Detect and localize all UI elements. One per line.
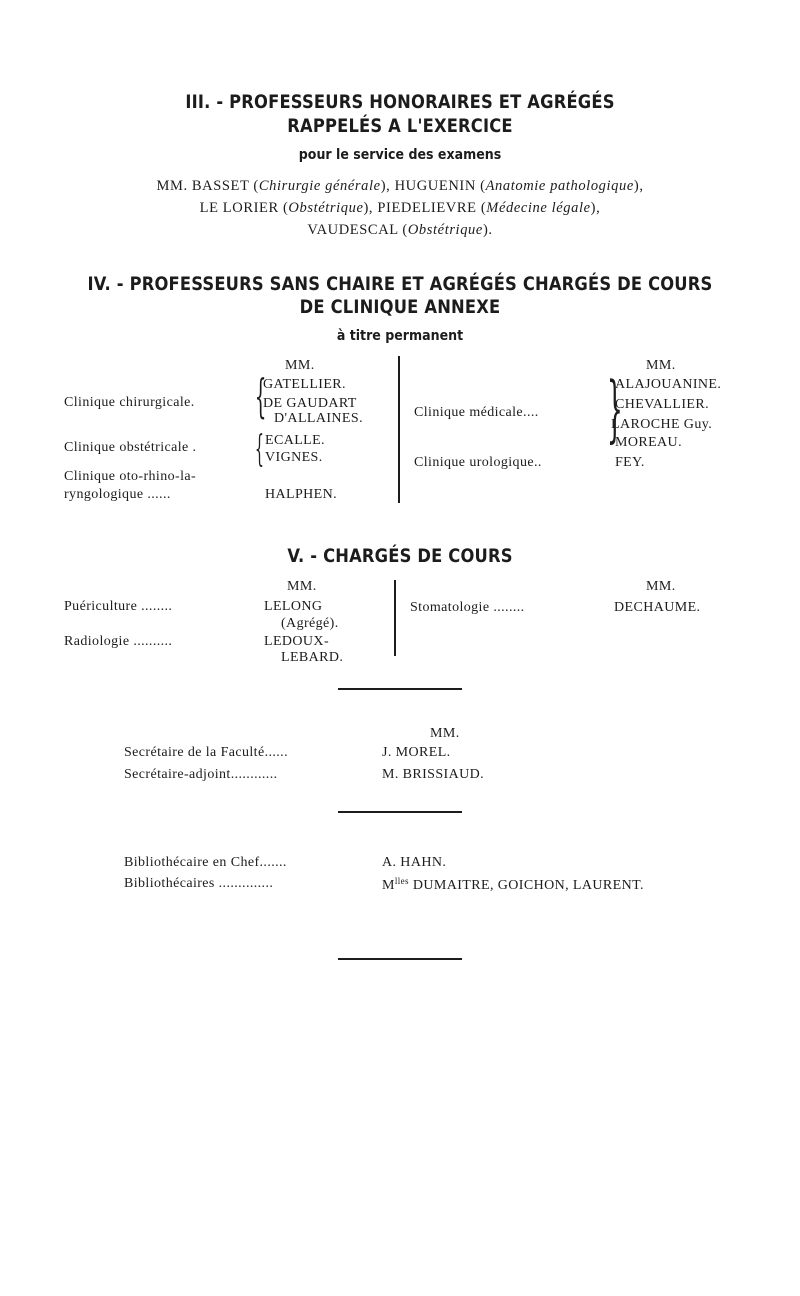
section4-name: GATELLIER. xyxy=(263,377,346,392)
section4-name: FEY. xyxy=(615,455,645,470)
section5-name: (Agrégé). xyxy=(281,616,339,631)
section4-name: ALAJOUANINE. xyxy=(615,377,722,392)
section4-label-oto-rhino: Clinique oto-rhino-la- xyxy=(64,469,197,484)
staff-name: J. MOREL. xyxy=(382,745,451,760)
library-name: $M^{lles}$ DUMAITRE, GOICHON, LAURENT. xyxy=(382,876,644,893)
staff-mm: MM. xyxy=(430,726,460,741)
section4-name: ECALLE. xyxy=(265,433,325,448)
section5-name: DECHAUME. xyxy=(614,600,701,615)
section3-line3: VAUDESCAL (Obstétrique). xyxy=(307,222,493,238)
section5-label-puericulture: Puériculture ........ xyxy=(64,599,173,614)
section4-name: MOREAU. xyxy=(615,435,682,450)
brace-left-obstetricale: { xyxy=(254,429,265,470)
staff-label: Secrétaire-adjoint............ xyxy=(124,767,278,782)
section4-name: HALPHEN. xyxy=(265,487,338,502)
brace-right-medicale: { xyxy=(606,366,623,450)
staff-label: Secrétaire de la Faculté...... xyxy=(124,745,288,760)
section3-title-line1: III. - PROFESSEURS HONORAIRES ET AGRÉGÉS xyxy=(185,91,615,113)
section5-label-stomatologie: Stomatologie ........ xyxy=(410,600,525,615)
library-name: A. HAHN. xyxy=(382,855,447,870)
section5-name: LEBARD. xyxy=(281,650,344,665)
section5-right-mm: MM. xyxy=(646,579,676,594)
section5-column-divider xyxy=(394,580,396,656)
section4-name: LAROCHE Guy. xyxy=(611,417,713,432)
section4-label-chirurgicale: Clinique chirurgicale. xyxy=(64,395,195,410)
library-label: Bibliothécaire en Chef....... xyxy=(124,855,287,870)
section4-name: D'ALLAINES. xyxy=(274,411,363,426)
section4-name: DE GAUDART xyxy=(263,396,357,411)
library-label: Bibliothécaires .............. xyxy=(124,876,274,891)
section4-title-line2: DE CLINIQUE ANNEXE xyxy=(299,296,501,318)
section3-line2: LE LORIER (Obstétrique), PIEDELIEVRE (Médecine légale), xyxy=(199,200,601,216)
section4-column-divider xyxy=(398,356,400,503)
section5-left-mm: MM. xyxy=(287,579,317,594)
section4-subtitle: à titre permanent xyxy=(336,328,464,344)
separator-rule xyxy=(338,958,462,960)
section4-label-medicale: Clinique médicale.... xyxy=(414,405,539,420)
section5-title: V. - CHARGÉS DE COURS xyxy=(287,545,513,567)
section4-title-line1: IV. - PROFESSEURS SANS CHAIRE ET AGRÉGÉS CHARGÉS DE COURS xyxy=(87,273,713,295)
section5-label-radiologie: Radiologie .......... xyxy=(64,634,173,649)
separator-rule xyxy=(338,811,462,813)
section4-name: CHEVALLIER. xyxy=(615,397,709,412)
section4-name: VIGNES. xyxy=(265,450,323,465)
section3-line1: MM. BASSET (Chirurgie générale), HUGUENIN (Anatomie pathologique), xyxy=(156,178,644,194)
section4-left-mm: MM. xyxy=(285,358,315,373)
section4-label-oto-rhino-cont: ryngologique ...... xyxy=(64,487,171,502)
separator-rule xyxy=(338,688,462,690)
section3-subtitle: pour le service des examens xyxy=(298,147,502,163)
section4-right-mm: MM. xyxy=(646,358,676,373)
section3-title-line2: RAPPELÉS A L'EXERCICE xyxy=(287,115,513,137)
section4-label-urologique: Clinique urologique.. xyxy=(414,455,542,470)
section5-name: LEDOUX- xyxy=(264,634,330,649)
section5-name: LELONG xyxy=(264,599,323,614)
brace-left-chirurgicale: { xyxy=(254,369,267,423)
section4-label-obstetricale: Clinique obstétricale . xyxy=(64,440,197,455)
staff-name: M. BRISSIAUD. xyxy=(382,767,485,782)
